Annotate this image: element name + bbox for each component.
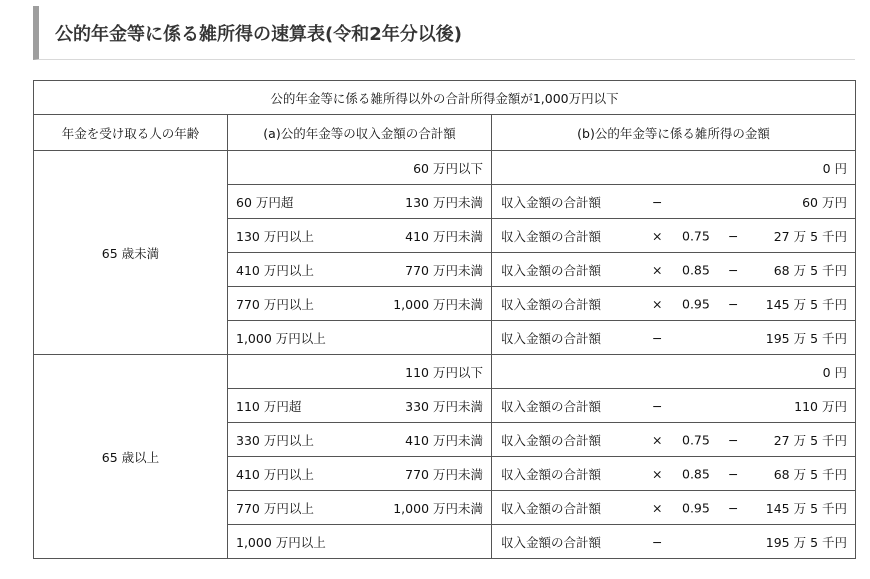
formula-operator: − xyxy=(728,228,739,243)
misc-income-cell xyxy=(492,151,856,185)
table-row xyxy=(34,355,856,389)
misc-income-cell xyxy=(492,389,856,423)
income-to: 130 万円未満 xyxy=(405,194,483,210)
income-range-cell xyxy=(228,423,492,457)
formula-label: 収入金額の合計額 xyxy=(501,330,602,346)
income-range-cell xyxy=(228,287,492,321)
formula-label: 収入金額の合計額 xyxy=(501,296,602,312)
formula-label: 収入金額の合計額 xyxy=(501,262,602,278)
formula-operator: − xyxy=(728,262,739,277)
table-header-row xyxy=(34,115,856,151)
formula-operator: × xyxy=(652,296,663,311)
formula-amount: 27 万 5 千円 xyxy=(773,432,847,448)
misc-income-cell xyxy=(492,491,856,525)
income-from: 60 万円超 xyxy=(236,194,294,210)
misc-income-cell xyxy=(492,219,856,253)
pension-income-table xyxy=(33,80,856,559)
formula-operator: × xyxy=(652,466,663,481)
income-range-cell xyxy=(228,457,492,491)
formula-amount: 68 万 5 千円 xyxy=(773,262,847,278)
income-from: 330 万円以上 xyxy=(236,432,314,448)
income-range-cell xyxy=(228,253,492,287)
age-group-cell: 65 歳未満 xyxy=(34,151,228,355)
income-to: 1,000 万円未満 xyxy=(393,500,483,516)
formula-rate: 0.75 xyxy=(682,432,710,447)
formula-operator: − xyxy=(728,500,739,515)
formula-label: 収入金額の合計額 xyxy=(501,500,602,516)
income-to: 1,000 万円未満 xyxy=(393,296,483,312)
misc-income-cell xyxy=(492,525,856,559)
income-from: 770 万円以上 xyxy=(236,500,314,516)
income-range-cell: 60 万円以下 xyxy=(228,151,492,185)
formula-label: 収入金額の合計額 xyxy=(501,534,602,550)
formula-amount: 195 万 5 千円 xyxy=(765,330,847,346)
formula-operator: − xyxy=(652,534,663,549)
income-from: 130 万円以上 xyxy=(236,228,314,244)
header-age: 年金を受け取る人の年齢 xyxy=(34,115,228,151)
formula-label: 収入金額の合計額 xyxy=(501,432,602,448)
formula-operator: × xyxy=(652,262,663,277)
formula-amount: 195 万 5 千円 xyxy=(765,534,847,550)
formula-label: 収入金額の合計額 xyxy=(501,398,602,414)
income-from: 110 万円超 xyxy=(236,398,302,414)
formula-operator: − xyxy=(652,330,663,345)
misc-income-cell xyxy=(492,321,856,355)
income-from: 410 万円以上 xyxy=(236,466,314,482)
formula-amount: 0 円 xyxy=(822,364,847,380)
income-from: 770 万円以上 xyxy=(236,296,314,312)
formula-amount: 60 万円 xyxy=(802,194,847,210)
table-caption: 公的年金等に係る雑所得以外の合計所得金額が1,000万円以下 xyxy=(34,81,856,115)
table-row xyxy=(34,151,856,185)
income-to: 770 万円未満 xyxy=(405,466,483,482)
income-to: 410 万円未満 xyxy=(405,432,483,448)
formula-label: 収入金額の合計額 xyxy=(501,194,602,210)
income-from: 410 万円以上 xyxy=(236,262,314,278)
income-range-cell xyxy=(228,491,492,525)
header-b: (b)公的年金等に係る雑所得の金額 xyxy=(492,115,856,151)
formula-rate: 0.95 xyxy=(682,296,710,311)
formula-operator: − xyxy=(728,466,739,481)
formula-label: 収入金額の合計額 xyxy=(501,466,602,482)
formula-rate: 0.85 xyxy=(682,466,710,481)
formula-amount: 0 円 xyxy=(822,160,847,176)
formula-rate: 0.95 xyxy=(682,500,710,515)
page-title: 公的年金等に係る雑所得の速算表(令和2年分以後) xyxy=(55,24,462,45)
income-range-cell xyxy=(228,219,492,253)
formula-amount: 68 万 5 千円 xyxy=(773,466,847,482)
formula-operator: − xyxy=(652,194,663,209)
income-range-cell: 1,000 万円以上 xyxy=(228,525,492,559)
formula-label: 収入金額の合計額 xyxy=(501,228,602,244)
misc-income-cell xyxy=(492,185,856,219)
income-range-cell: 1,000 万円以上 xyxy=(228,321,492,355)
formula-operator: × xyxy=(652,432,663,447)
table-caption-row xyxy=(34,81,856,115)
formula-amount: 145 万 5 千円 xyxy=(765,500,847,516)
misc-income-cell xyxy=(492,423,856,457)
income-range-cell xyxy=(228,389,492,423)
formula-operator: × xyxy=(652,500,663,515)
income-to: 770 万円未満 xyxy=(405,262,483,278)
formula-amount: 110 万円 xyxy=(794,398,847,414)
misc-income-cell xyxy=(492,355,856,389)
formula-rate: 0.85 xyxy=(682,262,710,277)
misc-income-cell xyxy=(492,287,856,321)
age-group-cell: 65 歳以上 xyxy=(34,355,228,559)
misc-income-cell xyxy=(492,457,856,491)
header-a: (a)公的年金等の収入金額の合計額 xyxy=(228,115,492,151)
income-range-cell: 110 万円以下 xyxy=(228,355,492,389)
formula-amount: 145 万 5 千円 xyxy=(765,296,847,312)
formula-amount: 27 万 5 千円 xyxy=(773,228,847,244)
formula-operator: − xyxy=(728,296,739,311)
formula-operator: − xyxy=(728,432,739,447)
formula-operator: × xyxy=(652,228,663,243)
income-to: 410 万円未満 xyxy=(405,228,483,244)
formula-rate: 0.75 xyxy=(682,228,710,243)
formula-operator: − xyxy=(652,398,663,413)
misc-income-cell xyxy=(492,253,856,287)
page-heading xyxy=(33,6,855,60)
income-to: 330 万円未満 xyxy=(405,398,483,414)
income-range-cell xyxy=(228,185,492,219)
